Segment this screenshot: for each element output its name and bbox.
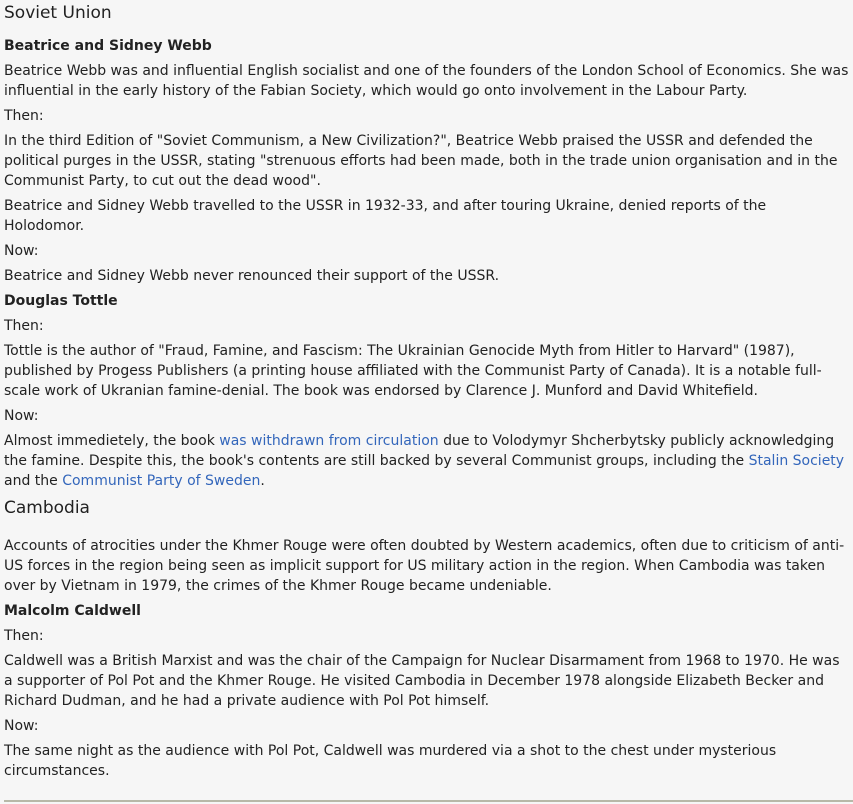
paragraph-tottle-then-1: Tottle is the author of "Fraud, Famine, and Fascism: The Ukrainian Genocide Myth from Hitler to Harvard" (1987), published by Progess Publishers (a printing house affiliated with the Communist Party of Canada). It is a notable full-scale work of Ukranian famine-denial. The book was endorsed by Clarence J. Munford and David Whitefield.	[4, 343, 822, 399]
text-tottle-now-end: .	[260, 473, 265, 489]
bottom-divider	[4, 800, 853, 802]
paragraph-webb-then-2: Beatrice and Sidney Webb travelled to the USSR in 1932-33, and after touring Ukraine, denied reports of the Holodomor.	[4, 198, 767, 234]
label-then-webb: Then:	[4, 108, 44, 124]
subheading-tottle: Douglas Tottle	[4, 293, 118, 309]
label-then-caldwell: Then:	[4, 628, 44, 644]
label-now-webb: Now:	[4, 243, 39, 259]
paragraph-webb-now-1: Beatrice and Sidney Webb never renounced their support of the USSR.	[4, 268, 500, 284]
section-heading-cambodia: Cambodia	[4, 498, 90, 518]
text-tottle-now-pre: Almost immedietely, the book	[4, 433, 220, 449]
paragraph-cambodia-intro: Accounts of atrocities under the Khmer Rouge were often doubted by Western academics, often due to criticism of anti-US forces in the region being seen as implicit support for US military action in the region. When Cambodia was taken over by Vietnam in 1979, the crimes of the Khmer Rouge became undeniable.	[4, 538, 845, 594]
link-withdrawn-from-circulation[interactable]: was withdrawn from circulation	[219, 433, 439, 449]
text-tottle-now-mid-1: due to Volodymyr Shcherbytsky publicly acknowledging the famine. Despite this, the book's contents are still backed by several Communist groups, including the	[4, 433, 835, 469]
paragraph-tottle-now	[4, 431, 849, 491]
link-stalin-society[interactable]: Stalin Society	[748, 453, 845, 469]
paragraph-caldwell-then-1: Caldwell was a British Marxist and was the chair of the Campaign for Nuclear Disarmament from 1968 to 1970. He was a supporter of Pol Pot and the Khmer Rouge. He visited Cambodia in December 1978 alongside Elizabeth Becker and Richard Dudman, and he had a private audience with Pol Pot himself.	[4, 653, 840, 709]
label-now-caldwell: Now:	[4, 718, 39, 734]
text-tottle-now-mid-2: and the	[4, 473, 63, 489]
link-communist-party-of-sweden[interactable]: Communist Party of Sweden	[62, 473, 261, 489]
subheading-webb: Beatrice and Sidney Webb	[4, 38, 212, 54]
subheading-caldwell: Malcolm Caldwell	[4, 603, 141, 619]
paragraph-webb-intro: Beatrice Webb was and influential English socialist and one of the founders of the London School of Economics. She was influential in the early history of the Fabian Society, which would go onto involvement in the Labour Party.	[4, 63, 849, 99]
section-heading-soviet-union: Soviet Union	[4, 3, 112, 23]
label-now-tottle: Now:	[4, 408, 39, 424]
paragraph-webb-then-1: In the third Edition of "Soviet Communism, a New Civilization?", Beatrice Webb praised the USSR and defended the political purges in the USSR, stating "strenuous efforts had been made, both in the trade union organisation and in the Communist Party, to cut out the dead wood".	[4, 133, 838, 189]
paragraph-caldwell-now-1: The same night as the audience with Pol Pot, Caldwell was murdered via a shot to the chest under mysterious circumstances.	[4, 743, 777, 779]
label-then-tottle: Then:	[4, 318, 44, 334]
